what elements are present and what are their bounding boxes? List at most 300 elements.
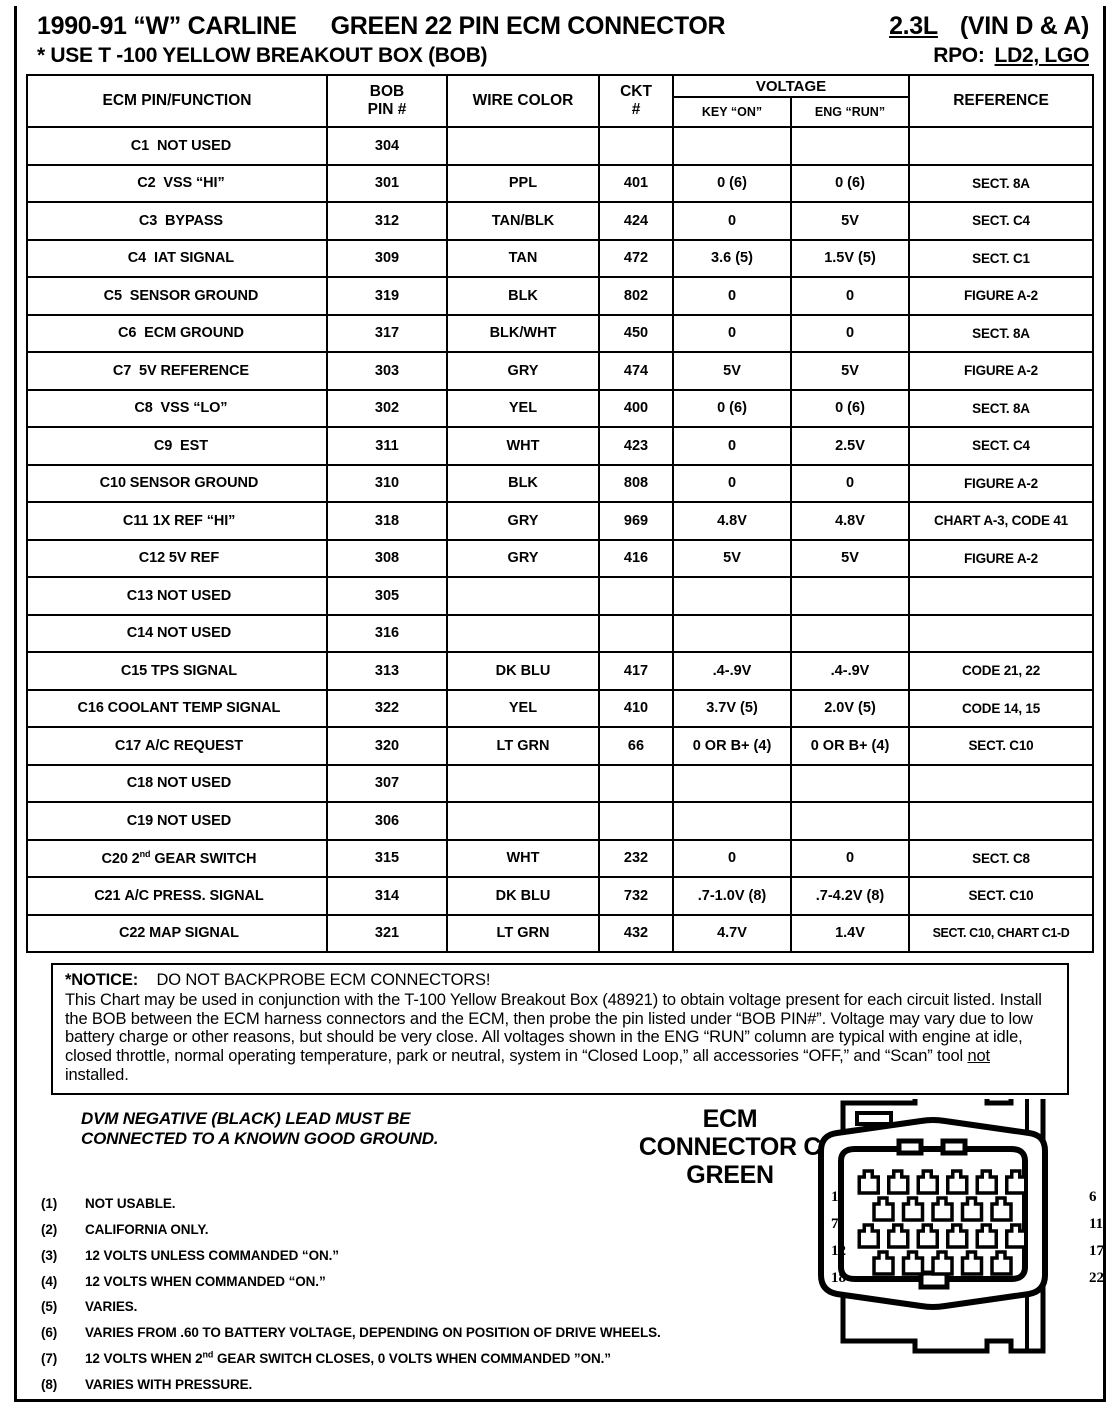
function-label: VSS “HI” bbox=[163, 175, 225, 192]
cell-bob-pin: 303 bbox=[327, 352, 447, 390]
cell-eng-run-voltage: 2.5V bbox=[791, 427, 909, 465]
connector-row-label-left: 1 bbox=[831, 1188, 839, 1205]
connector-row-label-right: 6 bbox=[1089, 1188, 1097, 1205]
cell-reference: FIGURE A-2 bbox=[909, 352, 1093, 390]
footnotes-list bbox=[41, 1191, 661, 1398]
cell-key-on-voltage bbox=[673, 127, 791, 165]
function-label: IAT SIGNAL bbox=[153, 250, 235, 267]
table-row bbox=[27, 502, 1093, 540]
function-label: 5V REFERENCE bbox=[139, 362, 249, 379]
cell-wire-color: YEL bbox=[447, 390, 599, 428]
cell-bob-pin: 311 bbox=[327, 427, 447, 465]
cell-bob-pin: 313 bbox=[327, 652, 447, 690]
connector-row-label-left: 7 bbox=[831, 1215, 839, 1232]
table-row bbox=[27, 765, 1093, 803]
cell-ckt: 450 bbox=[599, 315, 673, 353]
cell-key-on-voltage: 0 bbox=[673, 465, 791, 503]
cell-eng-run-voltage: 0 (6) bbox=[791, 390, 909, 428]
cell-function bbox=[27, 727, 327, 765]
connector-illustration bbox=[815, 1099, 1085, 1366]
pin-id: C12 bbox=[138, 550, 166, 567]
pin-id: C15 bbox=[120, 662, 148, 679]
cell-wire-color bbox=[447, 802, 599, 840]
notice-headline: DO NOT BACKPROBE ECM CONNECTORS! bbox=[156, 971, 491, 989]
cell-eng-run-voltage bbox=[791, 765, 909, 803]
cell-function bbox=[27, 840, 327, 878]
notice-body bbox=[65, 991, 1057, 1085]
cell-bob-pin: 320 bbox=[327, 727, 447, 765]
pin-id: C4 bbox=[127, 250, 147, 267]
ckt-line2: # bbox=[631, 101, 641, 118]
cell-function bbox=[27, 877, 327, 915]
cell-function bbox=[27, 202, 327, 240]
cell-key-on-voltage: 5V bbox=[673, 540, 791, 578]
table-row bbox=[27, 540, 1093, 578]
cell-eng-run-voltage: 0 bbox=[791, 277, 909, 315]
cell-reference: SECT. C1 bbox=[909, 240, 1093, 278]
cell-bob-pin: 312 bbox=[327, 202, 447, 240]
cell-eng-run-voltage: .7-4.2V (8) bbox=[791, 877, 909, 915]
table-row bbox=[27, 690, 1093, 728]
footnote-text: VARIES FROM .60 TO BATTERY VOLTAGE, DEPENDING ON POSITION OF DRIVE WHEELS. bbox=[85, 1325, 661, 1341]
connector-title: GREEN 22 PIN ECM CONNECTOR bbox=[330, 12, 726, 40]
footnote-number: (1) bbox=[41, 1195, 58, 1211]
notice-label: *NOTICE: bbox=[65, 971, 139, 989]
pin-id: C14 bbox=[126, 625, 154, 642]
cell-reference: SECT. C4 bbox=[909, 202, 1093, 240]
cell-reference: SECT. 8A bbox=[909, 165, 1093, 203]
cell-function bbox=[27, 577, 327, 615]
function-label: EST bbox=[180, 437, 208, 454]
cell-wire-color: TAN/BLK bbox=[447, 202, 599, 240]
table-row bbox=[27, 615, 1093, 653]
table-row bbox=[27, 465, 1093, 503]
cell-reference: SECT. C8 bbox=[909, 840, 1093, 878]
footnote-text: VARIES. bbox=[85, 1299, 138, 1315]
table-row bbox=[27, 165, 1093, 203]
cell-eng-run-voltage: 0 bbox=[791, 315, 909, 353]
cell-bob-pin: 321 bbox=[327, 915, 447, 953]
function-label: TPS SIGNAL bbox=[150, 662, 237, 679]
cell-ckt bbox=[599, 802, 673, 840]
cell-bob-pin: 304 bbox=[327, 127, 447, 165]
cell-key-on-voltage: 0 bbox=[673, 277, 791, 315]
footnote-item bbox=[41, 1191, 661, 1217]
function-label: SENSOR GROUND bbox=[129, 287, 259, 304]
footnote-number: (2) bbox=[41, 1221, 58, 1237]
cell-key-on-voltage: 0 bbox=[673, 427, 791, 465]
cell-reference: SECT. 8A bbox=[909, 390, 1093, 428]
cell-ckt: 232 bbox=[599, 840, 673, 878]
connector-svg bbox=[815, 1099, 1085, 1361]
pin-id: C9 bbox=[153, 437, 173, 454]
table-row bbox=[27, 915, 1093, 953]
footnote-item bbox=[41, 1269, 661, 1295]
cell-eng-run-voltage bbox=[791, 615, 909, 653]
cell-function bbox=[27, 690, 327, 728]
notice-body-a: This Chart may be used in conjunction with the T-100 Yellow Breakout Box (48921) to obtain voltage present for each circuit listed. Install the BOB between the ECM harness connectors and the ECM, then probe the pin listed under “BOB PIN#”. Voltage may vary due to low battery charge or other reasons, but should be very close. All voltages shown in the ENG “RUN” column are typical with engine at idle, closed throttle, normal operating temperature, park or neutral, system in “Closed Loop,” all accessories “OFF,” and “Scan” tool bbox=[65, 990, 1042, 1066]
cell-key-on-voltage: 0 OR B+ (4) bbox=[673, 727, 791, 765]
cell-reference: FIGURE A-2 bbox=[909, 540, 1093, 578]
cell-ckt: 474 bbox=[599, 352, 673, 390]
table-row bbox=[27, 840, 1093, 878]
cell-eng-run-voltage: 1.5V (5) bbox=[791, 240, 909, 278]
table-row bbox=[27, 427, 1093, 465]
notice-headline-row bbox=[65, 971, 1057, 990]
footnote-number: (7) bbox=[41, 1351, 58, 1367]
function-label: VSS “LO” bbox=[160, 400, 228, 417]
cell-function bbox=[27, 502, 327, 540]
ordinal-suffix: nd bbox=[139, 849, 151, 860]
cell-reference: SECT. C4 bbox=[909, 427, 1093, 465]
cell-eng-run-voltage: 2.0V (5) bbox=[791, 690, 909, 728]
table-row bbox=[27, 877, 1093, 915]
function-label: NOT USED bbox=[156, 812, 232, 829]
connector-row-label-right: 17 bbox=[1089, 1242, 1104, 1259]
table-header bbox=[27, 75, 1093, 127]
cell-key-on-voltage bbox=[673, 765, 791, 803]
cell-bob-pin: 305 bbox=[327, 577, 447, 615]
cell-key-on-voltage bbox=[673, 802, 791, 840]
ordinal-suffix: nd bbox=[202, 1349, 214, 1360]
cell-bob-pin: 307 bbox=[327, 765, 447, 803]
col-header-reference: REFERENCE bbox=[909, 75, 1093, 127]
cell-eng-run-voltage bbox=[791, 127, 909, 165]
connector-title-line3: GREEN bbox=[686, 1160, 774, 1189]
cell-reference: SECT. C10, CHART C1-D bbox=[909, 915, 1093, 953]
cell-ckt bbox=[599, 615, 673, 653]
cell-ckt: 400 bbox=[599, 390, 673, 428]
cell-wire-color: BLK bbox=[447, 465, 599, 503]
footnote-number: (3) bbox=[41, 1247, 58, 1263]
cell-wire-color: LT GRN bbox=[447, 727, 599, 765]
function-label: A/C PRESS. SIGNAL bbox=[124, 887, 264, 904]
col-header-eng-run: ENG “RUN” bbox=[791, 97, 909, 127]
pin-id: C22 bbox=[118, 925, 146, 942]
cell-function bbox=[27, 427, 327, 465]
pin-id: C17 bbox=[114, 737, 142, 754]
pin-id: C20 bbox=[101, 851, 128, 868]
cell-ckt: 423 bbox=[599, 427, 673, 465]
cell-eng-run-voltage: 4.8V bbox=[791, 502, 909, 540]
cell-function bbox=[27, 615, 327, 653]
footnote-item bbox=[41, 1346, 661, 1372]
function-label: NOT USED bbox=[156, 775, 232, 792]
cell-reference bbox=[909, 802, 1093, 840]
cell-bob-pin: 319 bbox=[327, 277, 447, 315]
connector-latch-notch bbox=[857, 1113, 891, 1124]
footnote-number: (6) bbox=[41, 1325, 58, 1341]
cell-ckt: 969 bbox=[599, 502, 673, 540]
cell-key-on-voltage: .7-1.0V (8) bbox=[673, 877, 791, 915]
cell-key-on-voltage bbox=[673, 577, 791, 615]
cell-reference bbox=[909, 127, 1093, 165]
function-label: NOT USED bbox=[156, 137, 232, 154]
cell-wire-color: GRY bbox=[447, 352, 599, 390]
cell-wire-color: DK BLU bbox=[447, 877, 599, 915]
cell-function bbox=[27, 277, 327, 315]
footnote-number: (8) bbox=[41, 1377, 58, 1393]
cell-ckt bbox=[599, 765, 673, 803]
cell-key-on-voltage bbox=[673, 615, 791, 653]
cell-eng-run-voltage: 5V bbox=[791, 540, 909, 578]
cell-reference: CODE 21, 22 bbox=[909, 652, 1093, 690]
function-label: COOLANT TEMP SIGNAL bbox=[107, 700, 281, 717]
connector-row-label-right: 11 bbox=[1089, 1215, 1104, 1232]
table-row bbox=[27, 390, 1093, 428]
cell-ckt: 732 bbox=[599, 877, 673, 915]
cell-ckt: 432 bbox=[599, 915, 673, 953]
connector-key-tab-top-left bbox=[899, 1141, 921, 1153]
function-label: A/C REQUEST bbox=[145, 737, 243, 754]
cell-function bbox=[27, 802, 327, 840]
function-label: 1X REF “HI” bbox=[152, 512, 236, 529]
cell-wire-color: WHT bbox=[447, 427, 599, 465]
connector-row-label-left: 18 bbox=[831, 1269, 846, 1286]
cell-wire-color: YEL bbox=[447, 690, 599, 728]
cell-wire-color bbox=[447, 765, 599, 803]
cell-ckt: 808 bbox=[599, 465, 673, 503]
cell-key-on-voltage: 0 bbox=[673, 202, 791, 240]
connector-key-tab-top-right bbox=[943, 1141, 965, 1153]
cell-function bbox=[27, 465, 327, 503]
ckt-line1: CKT bbox=[620, 83, 652, 100]
cell-wire-color: WHT bbox=[447, 840, 599, 878]
connector-title-line1: ECM bbox=[702, 1104, 758, 1133]
cell-ckt: 410 bbox=[599, 690, 673, 728]
function-label: 2nd GEAR SWITCH bbox=[131, 849, 257, 868]
cell-wire-color: DK BLU bbox=[447, 652, 599, 690]
cell-reference: CODE 14, 15 bbox=[909, 690, 1093, 728]
function-label: BYPASS bbox=[165, 212, 223, 229]
connector-diagram-title bbox=[619, 1105, 841, 1189]
footnote-text: VARIES WITH PRESSURE. bbox=[85, 1377, 253, 1393]
cell-eng-run-voltage: .4-.9V bbox=[791, 652, 909, 690]
cell-ckt bbox=[599, 577, 673, 615]
cell-reference bbox=[909, 765, 1093, 803]
cell-key-on-voltage: 4.8V bbox=[673, 502, 791, 540]
pin-id: C1 bbox=[130, 137, 150, 154]
footnote-text: 12 VOLTS WHEN COMMANDED “ON.” bbox=[85, 1273, 326, 1289]
page-header bbox=[23, 6, 1097, 70]
cell-ckt: 66 bbox=[599, 727, 673, 765]
cell-key-on-voltage: 4.7V bbox=[673, 915, 791, 953]
cell-eng-run-voltage: 0 (6) bbox=[791, 165, 909, 203]
col-header-function: ECM PIN/FUNCTION bbox=[27, 75, 327, 127]
page-title: 1990-91 “W” CARLINE bbox=[37, 12, 297, 40]
ecm-pinout-table bbox=[26, 74, 1094, 953]
rpo-value: LD2, LGO bbox=[994, 44, 1089, 67]
footnote-item bbox=[41, 1294, 661, 1320]
table-row bbox=[27, 352, 1093, 390]
cell-reference bbox=[909, 577, 1093, 615]
cell-function bbox=[27, 765, 327, 803]
footnote-number: (4) bbox=[41, 1273, 58, 1289]
pin-id: C10 bbox=[99, 475, 126, 492]
cell-reference: FIGURE A-2 bbox=[909, 465, 1093, 503]
cell-eng-run-voltage: 1.4V bbox=[791, 915, 909, 953]
cell-function bbox=[27, 165, 327, 203]
cell-key-on-voltage: 5V bbox=[673, 352, 791, 390]
cell-function bbox=[27, 915, 327, 953]
vin-codes: (VIN D & A) bbox=[959, 12, 1089, 40]
cell-bob-pin: 306 bbox=[327, 802, 447, 840]
col-header-ckt bbox=[599, 75, 673, 127]
footnote-item bbox=[41, 1372, 661, 1398]
table-row bbox=[27, 727, 1093, 765]
table-row bbox=[27, 802, 1093, 840]
function-label: 5V REF bbox=[168, 550, 220, 567]
bob-pin-line1: BOB bbox=[369, 83, 405, 100]
cell-ckt: 416 bbox=[599, 540, 673, 578]
cell-bob-pin: 315 bbox=[327, 840, 447, 878]
function-label: SENSOR GROUND bbox=[129, 475, 259, 492]
bob-pin-line2: PIN # bbox=[367, 101, 407, 118]
table-row bbox=[27, 577, 1093, 615]
cell-ckt: 401 bbox=[599, 165, 673, 203]
cell-eng-run-voltage: 0 OR B+ (4) bbox=[791, 727, 909, 765]
cell-key-on-voltage: 0 (6) bbox=[673, 390, 791, 428]
notice-box bbox=[51, 963, 1069, 1095]
cell-eng-run-voltage bbox=[791, 802, 909, 840]
col-header-key-on: KEY “ON” bbox=[673, 97, 791, 127]
cell-function bbox=[27, 652, 327, 690]
footnote-item bbox=[41, 1217, 661, 1243]
pin-id: C6 bbox=[117, 325, 137, 342]
pin-id: C18 bbox=[126, 775, 154, 792]
cell-ckt: 417 bbox=[599, 652, 673, 690]
footnote-text: NOT USABLE. bbox=[85, 1195, 176, 1211]
footnote-number: (5) bbox=[41, 1299, 58, 1315]
cell-wire-color bbox=[447, 127, 599, 165]
cell-key-on-voltage: 0 bbox=[673, 840, 791, 878]
cell-ckt: 802 bbox=[599, 277, 673, 315]
footnote-item bbox=[41, 1243, 661, 1269]
dvm-warning bbox=[81, 1109, 438, 1150]
footnote-item bbox=[41, 1320, 661, 1346]
col-header-voltage: VOLTAGE bbox=[673, 75, 909, 97]
notice-body-b: installed. bbox=[65, 1065, 129, 1084]
cell-wire-color: GRY bbox=[447, 502, 599, 540]
cell-bob-pin: 322 bbox=[327, 690, 447, 728]
cell-wire-color bbox=[447, 577, 599, 615]
cell-bob-pin: 308 bbox=[327, 540, 447, 578]
cell-function bbox=[27, 127, 327, 165]
connector-row-label-left: 12 bbox=[831, 1242, 846, 1259]
cell-bob-pin: 302 bbox=[327, 390, 447, 428]
cell-key-on-voltage: 0 bbox=[673, 315, 791, 353]
pin-id: C8 bbox=[134, 400, 153, 417]
cell-wire-color: TAN bbox=[447, 240, 599, 278]
cell-wire-color: BLK bbox=[447, 277, 599, 315]
pin-id: C11 bbox=[122, 512, 149, 529]
table-row bbox=[27, 240, 1093, 278]
col-header-bob-pin bbox=[327, 75, 447, 127]
cell-ckt bbox=[599, 127, 673, 165]
pin-id: C3 bbox=[138, 212, 158, 229]
col-header-wire-color: WIRE COLOR bbox=[447, 75, 599, 127]
cell-function bbox=[27, 540, 327, 578]
function-label: NOT USED bbox=[156, 625, 232, 642]
dvm-warning-line1: DVM NEGATIVE (BLACK) LEAD MUST BE bbox=[81, 1108, 411, 1128]
cell-reference bbox=[909, 615, 1093, 653]
rpo-label: RPO: bbox=[933, 44, 985, 67]
cell-key-on-voltage: 3.6 (5) bbox=[673, 240, 791, 278]
cell-key-on-voltage: 0 (6) bbox=[673, 165, 791, 203]
cell-ckt: 424 bbox=[599, 202, 673, 240]
cell-reference: CHART A-3, CODE 41 bbox=[909, 502, 1093, 540]
cell-eng-run-voltage: 5V bbox=[791, 202, 909, 240]
table-row bbox=[27, 315, 1093, 353]
pin-id: C7 bbox=[112, 362, 132, 379]
notice-body-underlined: not bbox=[967, 1047, 990, 1066]
table-row bbox=[27, 202, 1093, 240]
cell-eng-run-voltage: 0 bbox=[791, 840, 909, 878]
cell-bob-pin: 316 bbox=[327, 615, 447, 653]
chart-page bbox=[14, 6, 1106, 1402]
breakout-box-note: * USE T -100 YELLOW BREAKOUT BOX (BOB) bbox=[37, 44, 488, 67]
table-row bbox=[27, 127, 1093, 165]
pin-id: C13 bbox=[126, 587, 154, 604]
cell-bob-pin: 309 bbox=[327, 240, 447, 278]
cell-bob-pin: 301 bbox=[327, 165, 447, 203]
function-label: NOT USED bbox=[156, 587, 232, 604]
function-label: MAP SIGNAL bbox=[149, 925, 239, 942]
pin-id: C5 bbox=[103, 287, 122, 304]
dvm-warning-line2: CONNECTED TO A KNOWN GOOD GROUND. bbox=[81, 1129, 439, 1149]
cell-bob-pin: 314 bbox=[327, 877, 447, 915]
table-body bbox=[27, 127, 1093, 952]
cell-wire-color bbox=[447, 615, 599, 653]
cell-eng-run-voltage: 0 bbox=[791, 465, 909, 503]
cell-wire-color: LT GRN bbox=[447, 915, 599, 953]
connector-row-label-right: 22 bbox=[1089, 1269, 1104, 1286]
cell-function bbox=[27, 390, 327, 428]
footnote-text: 12 VOLTS WHEN 2nd GEAR SWITCH CLOSES, 0 VOLTS WHEN COMMANDED ”ON.” bbox=[85, 1349, 611, 1367]
cell-function bbox=[27, 352, 327, 390]
cell-function bbox=[27, 240, 327, 278]
cell-wire-color: BLK/WHT bbox=[447, 315, 599, 353]
pin-id: C2 bbox=[137, 175, 156, 192]
cell-ckt: 472 bbox=[599, 240, 673, 278]
function-label: ECM GROUND bbox=[144, 325, 244, 342]
cell-bob-pin: 317 bbox=[327, 315, 447, 353]
cell-reference: FIGURE A-2 bbox=[909, 277, 1093, 315]
cell-reference: SECT. C10 bbox=[909, 727, 1093, 765]
pin-id: C21 bbox=[94, 887, 121, 904]
cell-key-on-voltage: .4-.9V bbox=[673, 652, 791, 690]
cell-eng-run-voltage bbox=[791, 577, 909, 615]
engine-displacement: 2.3L bbox=[889, 12, 938, 40]
cell-reference: SECT. C10 bbox=[909, 877, 1093, 915]
table-row bbox=[27, 652, 1093, 690]
connector-diagram bbox=[619, 1105, 1119, 1371]
cell-wire-color: GRY bbox=[447, 540, 599, 578]
table-row bbox=[27, 277, 1093, 315]
cell-wire-color: PPL bbox=[447, 165, 599, 203]
cell-function bbox=[27, 315, 327, 353]
cell-bob-pin: 310 bbox=[327, 465, 447, 503]
connector-title-line2: CONNECTOR C bbox=[638, 1132, 822, 1161]
footnote-text: 12 VOLTS UNLESS COMMANDED “ON.” bbox=[85, 1247, 339, 1263]
pin-id: C16 bbox=[77, 700, 104, 717]
cell-reference: SECT. 8A bbox=[909, 315, 1093, 353]
pin-id: C19 bbox=[126, 812, 154, 829]
lower-section bbox=[23, 1104, 1104, 1393]
footnote-text: CALIFORNIA ONLY. bbox=[85, 1221, 209, 1237]
cell-key-on-voltage: 3.7V (5) bbox=[673, 690, 791, 728]
cell-bob-pin: 318 bbox=[327, 502, 447, 540]
